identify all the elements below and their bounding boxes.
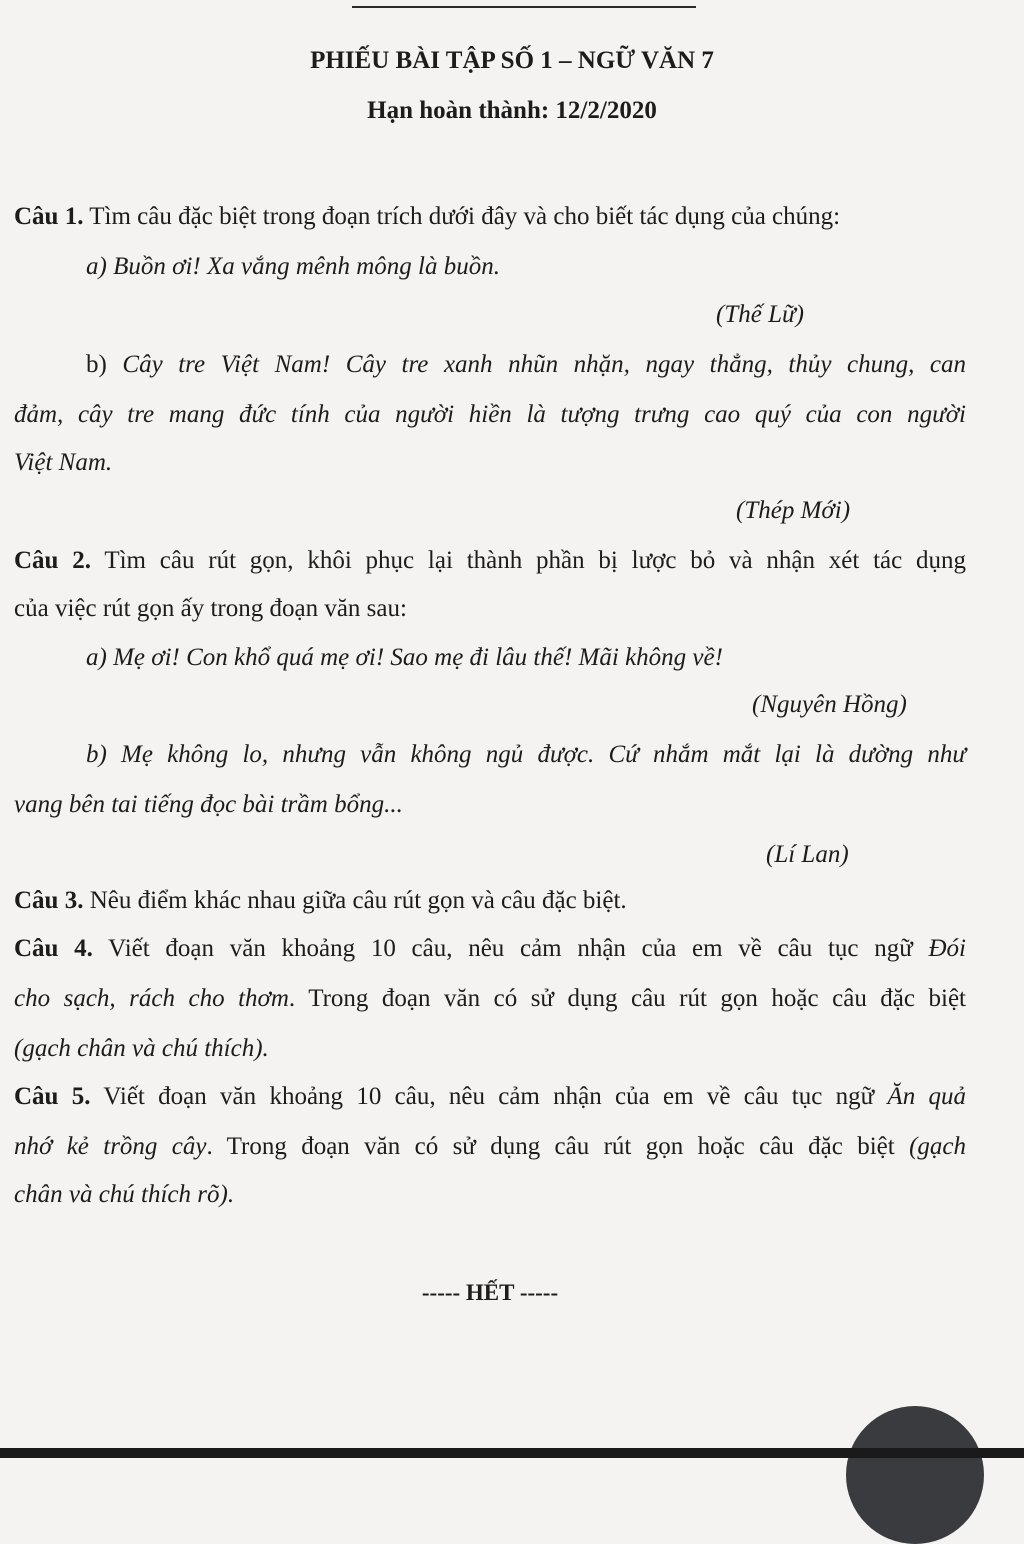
q1-b-line1 (86, 350, 966, 380)
q5-line2 (14, 1132, 966, 1162)
q1-a-author: (Thế Lữ) (716, 301, 804, 328)
q4-proverb-end: cho sạch, rách cho thơm (14, 985, 289, 1012)
q5-line3: chân và chú thích rõ). (14, 1181, 235, 1208)
q5-proverb-start: Ăn quả (887, 1083, 966, 1110)
q4-text2: . Trong đoạn văn có sử dụng câu rút gọn hoặc câu đặc biệt (288, 985, 966, 1012)
q1-label: Câu 1. (14, 203, 84, 230)
q3-prompt (14, 886, 627, 916)
q5-text1: Viết đoạn văn khoảng 10 câu, nêu cảm nhận của em về câu tục ngữ (90, 1083, 888, 1110)
q3-text: Nêu điểm khác nhau giữa câu rút gọn và câu đặc biệt. (83, 887, 627, 914)
end-marker: ----- HẾT ----- (421, 1280, 559, 1305)
page-title: PHIẾU BÀI TẬP SỐ 1 – NGỮ VĂN 7 (310, 47, 714, 74)
q4-line3: (gạch chân và chú thích). (14, 1035, 269, 1062)
q1-b-author: (Thép Mới) (736, 497, 851, 524)
q1-b-text1: Cây tre Việt Nam! Cây tre xanh nhũn nhặn, ngay thẳng, thủy chung, can (122, 351, 966, 378)
q1-prompt (14, 202, 840, 232)
q5-text2: . Trong đoạn văn có sử dụng câu rút gọn hoặc câu đặc biệt (206, 1133, 910, 1160)
floating-action-button[interactable] (846, 1406, 984, 1544)
q2-b-line1: b) Mẹ không lo, nhưng vẫn không ngủ được. Cứ nhắm mắt lại là dường như (86, 741, 966, 768)
q1-b-line3: Việt Nam. (14, 449, 113, 476)
q1-b-prefix: b) (86, 351, 123, 378)
q2-a-author: (Nguyên Hồng) (752, 691, 907, 718)
q2-prompt-line2: của việc rút gọn ấy trong đoạn văn sau: (14, 595, 407, 622)
q2-prompt-line1 (14, 546, 966, 576)
q5-label: Câu 5. (14, 1083, 91, 1110)
q4-line2 (14, 984, 966, 1014)
q4-text1: Viết đoạn văn khoảng 10 câu, nêu cảm nhận của em về câu tục ngữ (92, 935, 929, 962)
top-rule (352, 6, 696, 8)
q1-b-line2: đảm, cây tre mang đức tính của người hiền là tượng trưng cao quý của con người (14, 401, 966, 428)
q1-a-quote: a) Buồn ơi! Xa vắng mênh mông là buồn. (86, 253, 500, 280)
q4-proverb-start: Đói (928, 935, 966, 962)
q2-a-quote: a) Mẹ ơi! Con khổ quá mẹ ơi! Sao mẹ đi lâu thế! Mãi không về! (86, 644, 723, 671)
q4-line1 (14, 934, 966, 964)
q2-label: Câu 2. (14, 547, 91, 574)
q5-text2-tail: (gạch (909, 1133, 966, 1160)
q4-label: Câu 4. (14, 935, 93, 962)
q5-line1 (14, 1082, 966, 1112)
deadline: Hạn hoàn thành: 12/2/2020 (367, 97, 657, 124)
q3-label: Câu 3. (14, 887, 84, 914)
q2-text1: Tìm câu rút gọn, khôi phục lại thành phần bị lược bỏ và nhận xét tác dụng (91, 547, 966, 574)
bottom-bar (0, 1448, 1024, 1458)
q5-proverb-end: nhớ kẻ trồng cây (14, 1133, 207, 1160)
q1-text: Tìm câu đặc biệt trong đoạn trích dưới đây và cho biết tác dụng của chúng: (83, 203, 841, 230)
q2-b-line2: vang bên tai tiếng đọc bài trầm bổng... (14, 791, 403, 818)
q2-b-author: (Lí Lan) (766, 841, 849, 868)
